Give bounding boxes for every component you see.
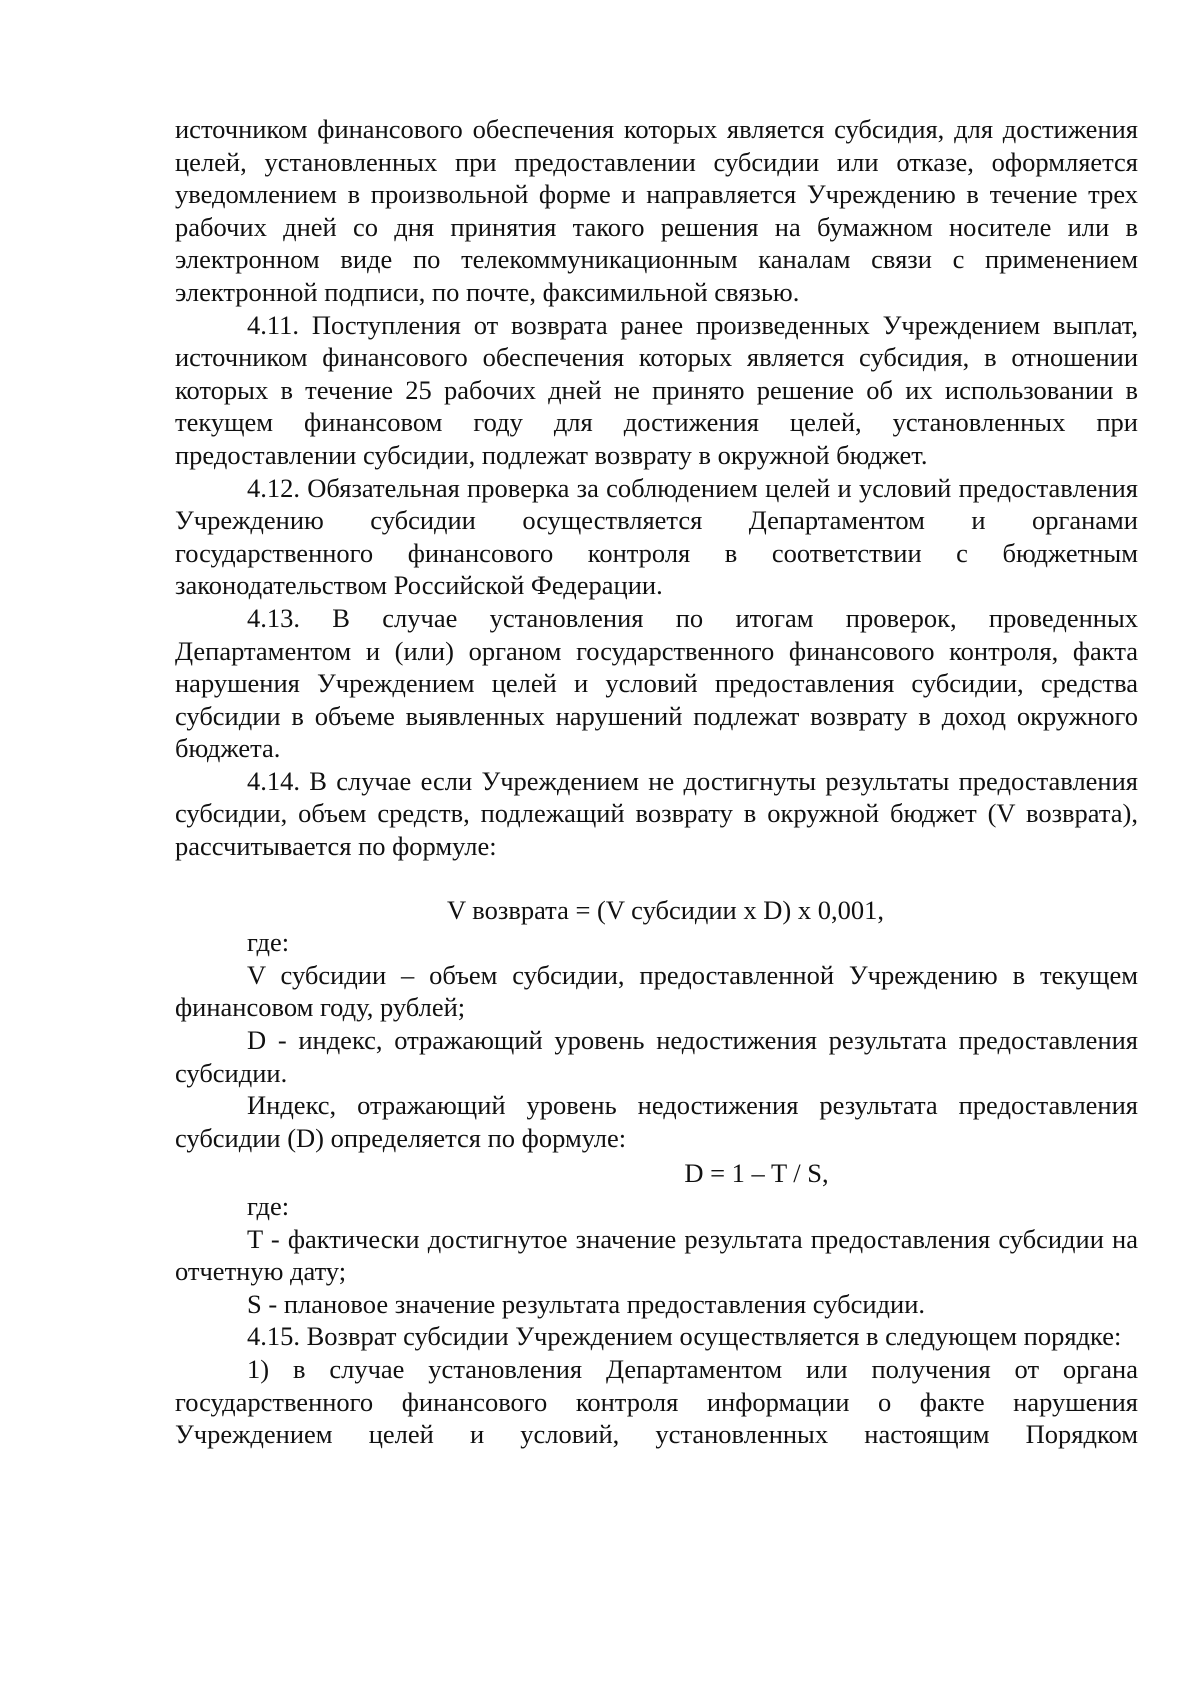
list-item-1: 1) в случае установления Департаментом или получения от органа государственного финансового контроля информации о факте нарушения Учреждением целей и условий, установленных настоящим Порядком bbox=[175, 1353, 1138, 1450]
where-label-2: где: bbox=[247, 1191, 290, 1221]
paragraph-4-13: 4.13. В случае установления по итогам проверок, проведенных Департаментом и (или) органом государственного финансового контроля, факта нарушения Учреждением целей и условий предоставления субсидии, средства субсидии в объеме выявленных нарушений подлежат возврату в доход окружного бюджета. bbox=[175, 602, 1138, 764]
definition-t: T - фактически достигнутое значение результата предоставления субсидии на отчетную дату; bbox=[175, 1223, 1138, 1287]
formula-v-return: V возврата = (V субсидии x D) x 0,001, bbox=[447, 894, 884, 925]
index-intro: Индекс, отражающий уровень недостижения результата предоставления субсидии (D) определяется по формуле: bbox=[175, 1090, 1138, 1153]
paragraph-4-14: 4.14. В случае если Учреждением не достигнуты результаты предоставления субсидии, объем средств, подлежащий возврату в окружной бюджет (V возврата), рассчитывается по формуле: bbox=[175, 765, 1138, 862]
definition-v-subsidy: V субсидии – объем субсидии, предоставленной Учреждению в текущем финансовом году, рублей; bbox=[175, 959, 1138, 1023]
formula-d-index: D = 1 – T / S, bbox=[684, 1158, 829, 1189]
definition-s: S - плановое значение результата предоставления субсидии. bbox=[247, 1288, 926, 1319]
paragraph-4-15: 4.15. Возврат субсидии Учреждением осуществляется в следующем порядке: bbox=[247, 1321, 1122, 1352]
paragraph-4-11: 4.11. Поступления от возврата ранее произведенных Учреждением выплат, источником финансового обеспечения которых является субсидия, в отношении которых в течение 25 рабочих дней не принято решение об их использовании в текущем финансовом году для достижения целей, установленных при предоставлении субсидии, подлежат возврату в окружной бюджет. bbox=[175, 309, 1138, 470]
paragraph-4-12: 4.12. Обязательная проверка за соблюдением целей и условий предоставления Учреждению субсидии осуществляется Департаментом и органами государственного финансового контроля в соответствии с бюджетным законодательством Российской Федерации. bbox=[175, 472, 1138, 601]
document-page bbox=[175, 113, 1138, 1451]
paragraph-continuation: источником финансового обеспечения которых является субсидия, для достижения целей, установленных при предоставлении субсидии или отказе, оформляется уведомлением в произвольной форме и направляется Учреждению в течение трех рабочих дней со дня принятия такого решения на бумажном носителе или в электронном виде по телекоммуникационным каналам связи с применением электронной подписи, по почте, факсимильной связью. bbox=[175, 114, 1138, 307]
definition-d-index: D - индекс, отражающий уровень недостижения результата предоставления субсидии. bbox=[175, 1025, 1138, 1088]
where-label-1: где: bbox=[247, 927, 290, 958]
